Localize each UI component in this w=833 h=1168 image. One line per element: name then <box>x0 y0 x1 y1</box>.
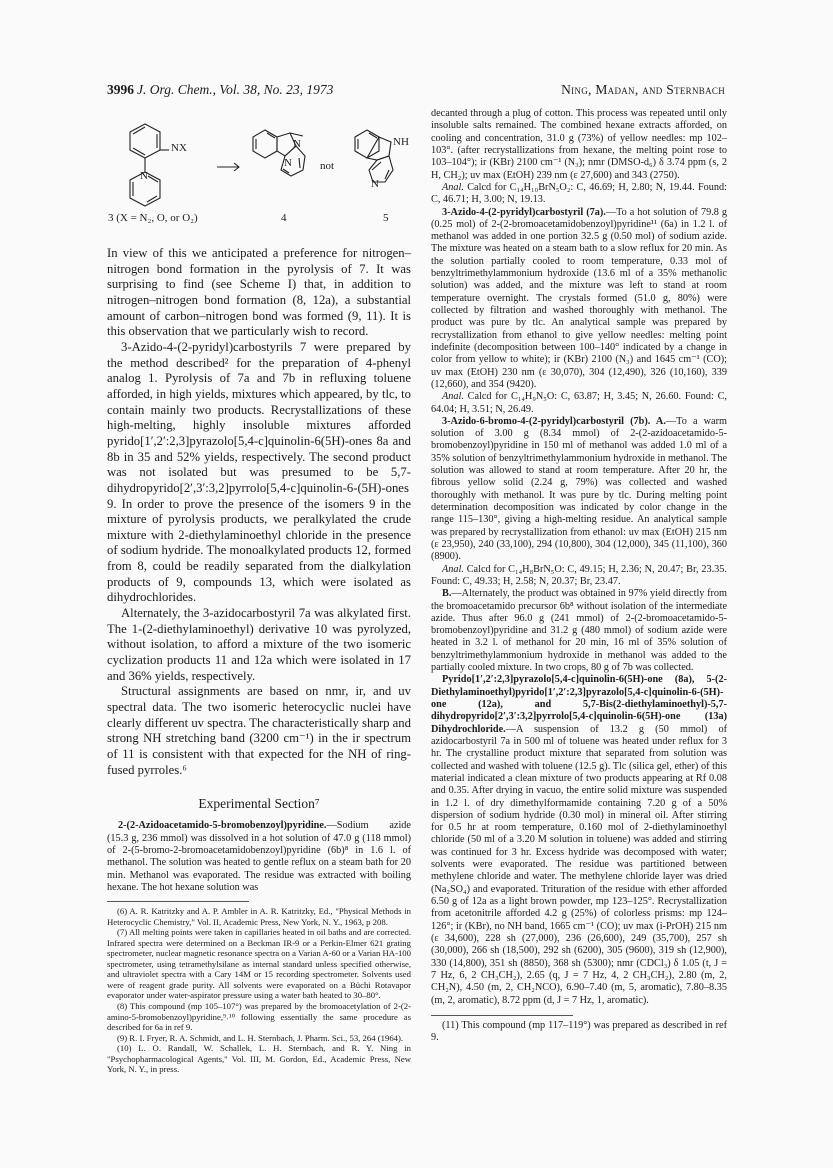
method-b-text: —Alternately, the product was obtained in 97% yield directly from the bromoacetamido precursor 6b⁸ without isolation of the intermediate azide. Thus after 96.0 g (241 mmol) of 2-(2-bromoacetamido-5-bromobenzoyl)pyridine and 31.2 g (480 mmol) of sodium azide were heated in 3.2 l. of methanol for 20 min, 16 ml of 35% solution of benzyltrimethylammonium hydroxide in methanol was added to the partially cooled mixture. In two crops, 80 g of 7b was collected. <box>431 588 727 674</box>
journal-citation: J. Org. Chem., Vol. 38, No. 23, 1973 <box>137 82 334 97</box>
footnote-7: (7) All melting points were taken in capillaries heated in oil baths and are corrected. Infrared spectra were determined on a Beckman IR-9 or a Perkin-Elmer 621 grating spectrometer, nuclear magnetic resonance spectra on a Varian A-60 or a Varian HA-100 spectrometer, using tetramethylsilane as internal standard unless specified otherwise, and ultraviolet spectra with a Cary 14M or 15 recording spectrometer. Solvents used were of reagent grade purity. All solvents were evaporated on a Büchi Rotavapor evaporator under water-aspirator pressure using a water bath heated to 30–80°. <box>107 927 411 1001</box>
anal-label: Anal. <box>442 563 464 575</box>
compound-7b-title: 3-Azido-6-bromo-4-(2-pyridyl)carbostyril (7b). A. <box>442 415 666 427</box>
compound-4-number: 4 <box>281 212 287 224</box>
compound-7b-text: —To a warm solution of 3.00 g (8.34 mmol) of 2-(2-azidoacetamido-5-bromobenzoyl)pyridine in 150 ml of methanol was added 1.0 ml of a 35% solution of benzyltrimethylammonium hydroxide in methanol. The solution was allowed to stand at room temperature. After 20 hr, the fibrous yellow solid (2.24 g, 79%) was collected and washed thoroughly with methanol. It was pure by tlc. During melting point determination decomposition was indicated by color change in the range 115–130°, giving a high-melting residue. An analytical sample was prepared by recrystallization from ethanol: uv max (EtOH) 215 nm (ε 23,950), 240 (33,100), 294 (10,800), 304 (12,000), 345 (11,100), 360 (8900). <box>431 415 727 563</box>
footnote-rule <box>431 1015 573 1016</box>
compound-8a-paragraph <box>431 674 727 1006</box>
synthesis-paragraph: 3-Azido-4-(2-pyridyl)carbostyrils 7 were prepared by the method described² for the preparation of 4-phenyl analog 1. Pyrolysis of 7a and 7b in refluxing toluene afforded, in high yields, mixtures which appeared, by tlc, to contain mainly two products. Recrystallizations of these high-melting, highly insoluble mixtures afforded pyrido[1′,2′:2,3]pyrazolo[5,4-c]quinolin-6(5H)-ones 8a and 8b in 35 and 52% yields, respectively. The second product was not isolated but was presumed to be 5,7-dihydropyrido[2′,3′:3,2]pyrrolo[5,4-c]quinolin-6-(5H)-ones 9. In order to prove the presence of the isomers 9 in the mixture of pyrolysis products, we peralkylated the crude mixture with 2-diethylaminoethyl chloride in the presence of sodium hydride. The monoalkylated products 12, formed from 8, could be readily separated from the dialkylation products of 9, compounds 13, which were isolated as dihydrochlorides. <box>107 339 411 605</box>
compound-4-n-top: N <box>293 138 301 150</box>
running-authors: Ning, Madan, and Sternbach <box>561 82 725 97</box>
running-header <box>0 82 833 102</box>
compound-8a-text: —A suspension of 13.2 g (50 mmol) of azidocarbostyril 7a in 500 ml of toluene was heated under reflux for 3 hr. The crystalline product mixture that separated from solution was collected and washed with toluene (12.5 g). Tlc (silica gel, ether) of this material indicated a clean mixture of two products appearing at Rf 0.08 and 0.35. After drying in vacuo, the entire solid mixture was suspended in 1.2 l. of dry dimethylformamide containing 7.20 g of a 50% dispersion of sodium hydride (0.30 mol) in mineral oil. After stirring for 0.5 hr at room temperature, 0.160 mol of 2-diethylaminoethyl chloride (50 ml of a 3.20 M solution in toluene) was added and stirring was continued for 3 hr. Excess hydride was decomposed with water; solvents were evaporated. The residue was partitioned between methylene chloride and water. The methylene chloride layer was dried (Na₂SO₄) and evaporated. Trituration of the residue with ether afforded 6.50 g of 12a as a light brown powder, mp 123–125°. Recrystallization from acetonitrile afforded 4.2 g (25%) of colorless prisms: mp 124–126°; ir (KBr), no NH band, 1665 cm⁻¹ (CO); uv max (i-PrOH) 215 nm (ε 34,600), 228 sh (27,000), 236 (26,600), 249 (35,700), 257 sh (30,000), 266 sh (18,500), 292 sh (6200), 305 (9600), 319 sh (12,900), 330 (14,800), 351 sh (8850), 368 sh (5300); nmr (CDCl₃) δ 1.05 (t, J = 7 Hz, 6, 2 CH₃CH₂), 2.65 (q, J = 7 Hz, 4, 2 CH₃CH₂), 2.80 (m, 2, CH₂N), 4.50 (m, 2, CH₂NCO), 6.90–7.40 (m, 5, aromatic), 7.80–8.35 (m, 2, aromatic), 8.72 ppm (d, J = 7 Hz, 1, aromatic). <box>431 723 727 1006</box>
method-b-paragraph <box>431 588 727 674</box>
analysis-values: Calcd for C₁₄H₉N₅O: C, 63.87; H, 3.45; N, 26.60. Found: C, 64.04; H, 3.51; N, 26.49. <box>431 391 727 415</box>
footnote-11: (11) This compound (mp 117–119°) was prepared as described in ref 9. <box>431 1019 727 1044</box>
left-column <box>107 112 411 1075</box>
page-number: 3996 <box>107 82 134 97</box>
analysis-values: Calcd for C₁₄H₈BrN₅O: C, 49.15; H, 2.36; N, 20.47; Br, 23.35. Found: C, 49.33; H, 2.58; N, 20.37; Br, 23.47. <box>431 563 727 587</box>
analysis-values: Calcd for C₁₄H₁₀BrN₅O₂: C, 46.69; H, 2.80; N, 19.44. Found: C, 46.71; H, 3.00; N, 19.13. <box>431 181 727 206</box>
compound-7a-text: —To a hot solution of 79.8 g (0.25 mol) of 2-(2-bromoacetamidobenzoyl)pyridine¹¹ (6a) in 1.2 l. of methanol was added in one portion 32.5 g (0.50 mol) of sodium azide. The mixture was heated on a steam bath to a slow reflux for 20 min. As the solution partially cooled to room temperature, 0.33 mol of benzyltrimethylammonium hydroxide (13.6 ml of a 35% methanolic solution) was added, and the mixture was left to stand at room temperature overnight. The crystals formed (51.0 g, 80%) were collected by filtration and washed thoroughly with methanol. The product was pure by tlc. An analytical sample was prepared by recrystallization from ethanol to give yellow needles: melting point indefinite (decomposition between 100–140° indicated by a change in color from yellow to white); ir (KBr) 2100 (N₃) and 1645 cm⁻¹ (CO); uv max (EtOH) 230 nm (ε 30,070), 304 (12,490), 326 (10,160), 339 (12,660), and 354 (9420). <box>431 206 728 390</box>
anal-label: Anal. <box>442 391 464 403</box>
compound-5-number: 5 <box>383 212 389 224</box>
structure-paragraph: Structural assignments are based on nmr, ir, and uv spectral data. The two isomeric heterocyclic nuclei have clearly different uv spectra. The characteristically sharp and strong NH stretching band (3200 cm⁻¹) in the ir spectrum of 11 is consistent with that expected for the NH of ring-fused pyrroles.⁶ <box>107 684 411 777</box>
intro-paragraph: In view of this we anticipated a preference for nitrogen–nitrogen bond formation in the pyrolysis of 7. It was surprising to find (see Scheme I) that, in addition to nitrogen–nitrogen bond formation (8, 12a), a substantial amount of carbon–nitrogen bond was formed (9, 11). It is this observation that we particularly wish to record. <box>107 246 411 339</box>
experimental-heading: Experimental Section⁷ <box>198 796 320 812</box>
compound-4-n-bottom: N <box>284 157 292 169</box>
nh-label: NH <box>393 136 409 148</box>
anal-label: Anal. <box>442 181 464 193</box>
footnote-8: (8) This compound (mp 105–107°) was prepared by the bromoacetylation of 2-(2-amino-5-bromobenzoyl)pyridine,⁹˒¹⁰ following essentially the same procedure as described for 6a in ref 9. <box>107 1001 411 1033</box>
analysis-1 <box>431 182 727 207</box>
alkylation-paragraph: Alternately, the 3-azidocarbostyril 7a was alkylated first. The 1-(2-diethylaminoethyl) derivative 10 was pyrolyzed, without isolation, to afford a mixture of the two isomeric cyclization products 11 and 12a which were isolated in 17 and 36% yields, respectively. <box>107 606 411 683</box>
chemical-scheme <box>107 112 411 246</box>
footnote-9: (9) R. I. Fryer, R. A. Schmidt, and L. H. Sternbach, J. Pharm. Sci., 53, 264 (1964). <box>117 1032 404 1043</box>
experimental-text: —Sodium azide (15.3 g, 236 mmol) was dissolved in a hot solution of 47.0 g (118 mmol) of 2-(5-bromo-2-bromoacetamidobenzoyl)pyridine (6b)⁸ in 1.6 l. of methanol. The solution was heated to gentle reflux on a steam bath for 20 min. Methanol was evaporated. The residue was extracted with boiling hexane. The hot hexane solution was <box>107 820 411 893</box>
right-column <box>431 108 727 1044</box>
compound-7b-paragraph <box>431 416 727 564</box>
pyridine-n-label: N <box>140 170 148 182</box>
nx-label: NX <box>171 142 187 154</box>
compound-7a-paragraph <box>431 207 727 392</box>
hexane-extraction-paragraph: decanted through a plug of cotton. This process was repeated until only insoluble salts remained. The combined hexane extracts afforded, on cooling and concentration, 31.0 g (73%) of yellow needles: mp 102–103°. (after recrystallizations from hexane, the melting point rose to 103–104°); ir (KBr) 2100 cm⁻¹ (N₃); nmr (DMSO-d₆) δ 3.74 ppm (s, 2 H, CH₂); uv max (EtOH) 239 nm (ε 27,600) and 343 (2750). <box>431 108 727 181</box>
experimental-compound-title: 2-(2-Azidoacetamido-5-bromobenzoyl)pyridine. <box>118 820 327 832</box>
compound-3-caption: 3 (X = N₂, O, or O₂) <box>108 212 198 224</box>
footnote-6: (6) A. R. Katritzky and A. P. Ambler in A. R. Katritzky, Ed., "Physical Methods in Heterocyclic Chemistry," Vol. II, Academic Press, New York, N. Y., 1963, p 208. <box>107 906 411 927</box>
footnote-10: (10) L. O. Randall, W. Schallek, L. H. Sternbach, and R. Y. Ning in "Psychopharmacological Agents," Vol. III, M. Gordon, Ed., Academic Press, New York, N. Y., in press. <box>107 1043 411 1075</box>
analysis-2 <box>431 391 727 416</box>
method-b-title: B. <box>442 588 452 600</box>
compound-8a-title: Pyrido[1′,2′:2,3]pyrazolo[5,4-c]quinolin-6(5H)-one (8a), 5-(2-Diethylaminoethyl)pyrido[1′,2′:2,3]pyrazolo[5,4-c]quinolin-6-(5H)-one (12a), and 5,7-Bis(2-diethylaminoethyl)-5,7-dihydropyrido[2′,3′:3,2]pyrrolo[5,4-c]quinolin-6(5H)-one (13a) Dihydrochloride. <box>431 674 727 735</box>
experimental-paragraph <box>107 820 411 894</box>
footnote-rule <box>107 901 249 902</box>
compound-5-n: N <box>371 178 379 190</box>
analysis-3 <box>431 564 727 589</box>
scheme-structures <box>107 112 411 246</box>
compound-7a-title: 3-Azido-4-(2-pyridyl)carbostyril (7a). <box>442 206 606 218</box>
not-label: not <box>320 160 335 172</box>
